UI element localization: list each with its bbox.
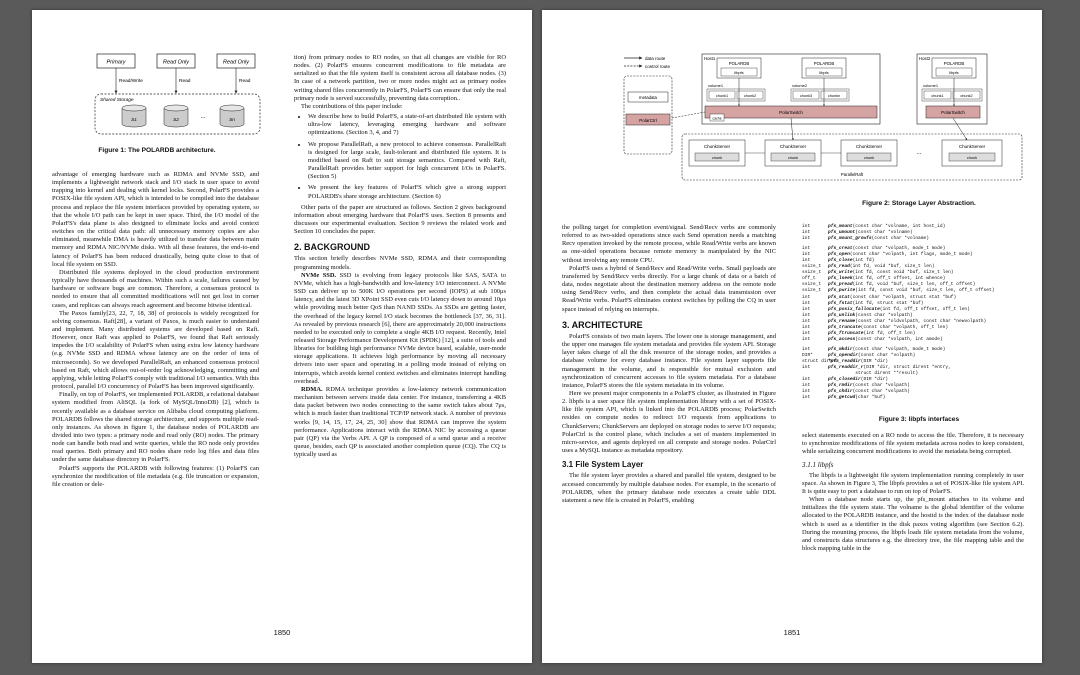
right-page-column-1 xyxy=(562,224,776,505)
code-return-type: int xyxy=(802,383,811,389)
code-function-name: pfs_read xyxy=(828,264,850,270)
volume-label: volume2 xyxy=(792,83,808,88)
code-return-type: int xyxy=(802,377,811,383)
legend-control-route: control route xyxy=(645,64,671,69)
libpfs-label: libpfs xyxy=(734,70,744,75)
libpfs-label: libpfs xyxy=(949,70,959,75)
code-arguments: (int fd, void *buf, size_t len) xyxy=(849,264,935,270)
code-function-name: pfs_umount xyxy=(828,230,856,236)
page-number: 1851 xyxy=(783,628,801,637)
code-arguments: (int fd, const void *buf, size_t len, off_t offset) xyxy=(855,288,995,294)
disk-label: S1 xyxy=(131,118,137,123)
disk-sn xyxy=(220,105,244,127)
code-return-type: int xyxy=(802,236,811,242)
chunkserver-1 xyxy=(689,140,745,166)
code-return-type: int xyxy=(802,258,811,264)
paragraph: The contributions of this paper include: xyxy=(301,102,403,110)
contributions-list xyxy=(294,113,506,201)
code-arguments: (int fd, off_t offset, int whence) xyxy=(852,276,946,282)
legend-data-route: data route xyxy=(645,56,666,61)
paragraph: Other parts of the paper are structured as follows. Section 2 gives background information about emerging hardware that PolarFS uses. Section 8 presents and discusses our experimental evaluation. Section 9 reviews the related work and Section 10 concludes the paper. xyxy=(294,203,506,236)
subsection-heading: 3.1 File System Layer xyxy=(562,460,644,470)
subsubsection-heading: 3.1.1 libpfs xyxy=(802,461,834,470)
figure-2-diagram xyxy=(622,52,1032,192)
code-arguments: (const char *volname, int host_id) xyxy=(852,224,946,229)
left-page-column-1 xyxy=(52,171,259,489)
code-return-type: ssize_t xyxy=(802,264,822,270)
code-function-name: pfs_getcwd xyxy=(828,395,856,401)
code-arguments: (int fd, const void *buf, size_t len) xyxy=(852,270,954,276)
disk-label: S2 xyxy=(173,118,179,123)
code-function-name: pfs_open xyxy=(828,252,850,258)
metadata-label: metadata xyxy=(639,95,657,100)
chunkserver-3 xyxy=(841,140,897,166)
right-page xyxy=(542,10,1042,663)
code-arguments: (const char *volpath, struct stat *buf) xyxy=(849,294,957,300)
chunkserver-ellipsis: ... xyxy=(916,150,922,156)
code-function-name: pfs_pread xyxy=(828,282,853,288)
code-arguments: (const char *volpath) xyxy=(855,312,913,318)
code-arguments: (const char *volpath, mode_t mode) xyxy=(852,246,946,252)
code-return-type: int xyxy=(802,312,811,318)
code-function-name: pfs_chdir xyxy=(828,389,853,395)
code-arguments: (const char *volpath, mode_t mode) xyxy=(852,346,946,352)
code-function-name: pfs_creat xyxy=(828,246,853,252)
code-arguments: (DIR *dir, struct dirent *entry, xyxy=(863,365,951,371)
volume-label: volume1 xyxy=(923,83,939,88)
paragraph: The file system layer provides a shared and parallel file system, designed to be accessed concurrently by multiple database nodes. For example, in the scenario of POLARDB, when the primary database node executes a create table DDL statement a new file is created in PolarFS, enabling xyxy=(562,472,776,504)
page-number: 1850 xyxy=(273,628,291,637)
edge-label: Read xyxy=(179,79,191,84)
paragraph-lead: NVMe SSD. xyxy=(301,271,337,279)
disk-ellipsis: ... xyxy=(200,114,206,120)
code-function-name: pfs_close xyxy=(828,258,853,264)
code-arguments: (int fd, void *buf, size_t len, off_t offset) xyxy=(852,282,976,288)
host2-label: Host2 xyxy=(919,56,931,61)
chunk-label: chunk2 xyxy=(743,94,757,98)
paragraph: This section briefly describes NVMe SSD, RDMA and their corresponding programming models. xyxy=(294,255,506,271)
figure-1-diagram xyxy=(92,50,292,150)
code-arguments: (DIR *dir) xyxy=(860,377,889,383)
figure-3-caption: Figure 3: libpfs interfaces xyxy=(878,416,960,423)
code-arguments: (const char *volpath, int amode) xyxy=(855,336,943,342)
chunkserver-label: ChunkServer xyxy=(855,144,883,149)
code-return-type: int xyxy=(802,246,811,252)
code-return-type: int xyxy=(802,306,811,312)
edge-label: Read/Write xyxy=(119,79,143,84)
paragraph: SSD is evolving from legacy protocols like SAS, SATA to NVMe, which has a high-bandwidth and low-latency I/O interconnect. A NVMe SSD can deliver up to 500K I/O operations per second (IOPS) at sub 100μs latency, and the latest 3D XPoint SSD even cuts I/O latency down to around 10μs while providing much better QoS than NAND SSDs. As SSDs are getting faster, the overhead of the legacy kernel I/O stack becomes the bottleneck [37, 36, 31]. As revealed by previous research [6], there are approximately 20,000 instructions needed to be executed only to complete a single 4KB I/O request. Recently, Intel released Storage Performance Development Kit (SPDK) [12], a suite of tools and libraries for building high performance NVMe device based, scalable, user-mode storage applications. It achieves high performance by moving all necessary drivers into user space and operating in a polling mode instead of relying on interrupts, which avoids kernel context switches and eliminates interrupt handling overhead. xyxy=(294,271,506,385)
code-function-name: pfs_opendir xyxy=(828,352,859,358)
paragraph: tion) from primary nodes to RO nodes, so that all changes are visible for RO nodes. (2) PolarFS ensures concurrent modifications to file metadata are serialized so that the file system itself is consistent across all database nodes. (3) In case of a network partition, two or more nodes might act as primary nodes writing shared files concurrently in PolarFS, PolarFS can ensure that only the real primary node is served successfully, preventing data corruption.. xyxy=(294,54,506,102)
code-return-type: struct dirent xyxy=(802,358,838,364)
chunk-label: chunk1 xyxy=(931,94,944,98)
code-return-type: int xyxy=(802,330,811,336)
code-function-name: pfs_write xyxy=(828,270,853,276)
chunk-label: chunk xyxy=(787,156,799,160)
list-item: • We present the key features of PolarFS which give a strong support POLARDB's share storage architecture. (Section 6) xyxy=(308,184,506,200)
polarctrl-label: PolarCtrl xyxy=(639,118,657,123)
code-return-type: int xyxy=(802,395,811,401)
code-arguments: (int fd, struct stat *buf) xyxy=(852,300,924,306)
list-item: • We describe how to build PolarFS, a state-of-art distributed file system with ultra-low latency, leveraging emerging hardware and software optimizations. (Section 3, 4, and 7) xyxy=(308,113,506,137)
code-arguments: (char *buf) xyxy=(855,395,886,401)
code-return-type: int xyxy=(802,230,811,236)
figure-1 xyxy=(92,50,292,160)
paragraph: PolarFS supports the POLARDB with following features: (1) PolarFS can synchronize the modification of file metadata (e.g. file truncation or expansion, file creation or dele- xyxy=(52,464,259,488)
code-function-name: pfs_ftruncate xyxy=(828,330,864,336)
code-return-type: ssize_t xyxy=(802,270,822,276)
code-return-type: ssize_t xyxy=(802,282,822,288)
chunkserver-label: ChunkServer xyxy=(703,144,731,149)
code-function-name: pfs_mount_growfs xyxy=(828,236,872,242)
chunk-label: chunkn xyxy=(827,94,841,98)
edge-label: Read xyxy=(239,79,251,84)
code-function-name: pfs_mkdir xyxy=(828,346,853,352)
paragraph: Here we present major components in a PolarFS cluster, as illustrated in Figure 2. libpfs is a user space file system implementation library with a set of POSIX-like file system API, which is linked into the POLARDB process; PolarSwitch resides on compute nodes to redirect I/O requests from applications to ChunkServers; ChunkServers are deployed on storage nodes to serve I/O requests; PolarCtrl is the control plane, which includes a set of masters implemented in micro-service, and agents deployed on all compute and storage nodes. PolarCtrl uses a MySQL instance as metadata repository. xyxy=(562,389,776,455)
code-return-type: int xyxy=(802,389,811,395)
figure-2-caption: Figure 2: Storage Layer Abstraction. xyxy=(862,200,976,207)
chunkserver-n xyxy=(942,140,1002,166)
left-page-column-2 xyxy=(294,54,506,459)
polardb-label: POLARDB xyxy=(728,61,750,66)
code-function-name: pfs_mount xyxy=(828,224,853,229)
code-return-type: off_t xyxy=(802,276,816,282)
paragraph: The Paxos family[23, 22, 7, 18, 38] of protocols is widely recognized for solving consensus. Raft[28], a variant of Paxos, is much easier to understand and implement. Many distributed systems are developed based on Raft. However, once Raft was applied to PolarFS, we found that Raft seriously impedes the I/O scalability of PolarFS when using extra low latency hardware (e.g. NVMe SSD and RDMA whose latency are on the order of tens of microseconds). So we developed ParallelRaft, an enhanced consensus protocol based on Raft, which allows out-of-order log acknowledging, committing and applying, while letting PolarFS comply with traditional I/O semantics. With this protocol, parallel I/O concurrency of PolarFS has been improved significantly. xyxy=(52,309,259,391)
figure-1-caption: Figure 1: The POLARDB architecture. xyxy=(98,147,216,154)
code-return-type: int xyxy=(802,324,811,330)
code-arguments: (int fd, off_t offset, off_t len) xyxy=(879,306,970,312)
shared-storage-label: Shared Storage xyxy=(100,98,134,103)
disk-s1 xyxy=(122,105,146,127)
polarswitch-label: PolarSwitch xyxy=(779,110,803,115)
chunk-label: chunk xyxy=(966,156,978,160)
chunkserver-label: ChunkServer xyxy=(958,144,986,149)
code-return-type: int xyxy=(802,294,811,300)
paragraph: the polling target for completion event/signal. Send/Recv verbs are commonly referred to as two-sided operations since each Send operation needs a matching Recv operation invoked by the remote process, while Read/Write verbs are known as one-sided operations because remote memory is manipulated by the NIC without involving any remote CPU. xyxy=(562,224,776,264)
paragraph: select statements executed on a RO node to access the file. Therefore, it is necessary to synchronize modifications of file system metadata across nodes to keep consistent, while serializing concurrent modifications to avoid the metadata being corrupted. xyxy=(802,432,1024,456)
code-function-name: pfs_stat xyxy=(828,294,850,300)
paragraph: RDMA technique provides a low-latency network communication mechanism between servers inside data center. For instance, transferring a 4KB data packet between two nodes connecting to the same switch takes about 7μs, which is much faster than traditional TCP/IP network stack. A number of previous works [9, 14, 15, 17, 24, 25, 30] show that RDMA can improve the system performance. Applications interact with the RDMA NIC by accessing a queue pair (QP) via the Verbs API. A QP is composed of a send queue and a receive queue, besides, each QP is associated another completion queue (CQ). The CQ is typically used as xyxy=(294,385,506,459)
node-label: Read Only xyxy=(223,59,249,66)
code-arguments: (int fd) xyxy=(852,258,875,264)
paragraph: PolarFS uses a hybrid of Send/Recv and Read/Write verbs. Small payloads are transferred by Send/Recv verbs directly. For a large chunk of data or a batch of data, nodes negotiate about the destination memory address on the remote node using Send/Recv verbs, and then complete the actual data transmission over Read/Write verbs. PolarFS eliminates context switches by polling the CQ in user space instead of relying on interrupts. xyxy=(562,264,776,313)
parallelraft-label: ParallelRaft xyxy=(840,172,864,177)
code-arguments: (int fd, off_t len) xyxy=(863,330,916,336)
code-return-type: DIR* xyxy=(802,352,813,358)
code-return-type: int xyxy=(802,365,811,371)
paragraph: Finally, on top of PolarFS, we implemented POLARDB, a relational database system modified from AliSQL (a fork of MySQL/InnoDB) [2], which is recently available as a database service on Alibaba cloud computing platform. POLARDB follows the shared storage architecture, and supports multiple read-only instances. As shown in figure 1, the database nodes of POLARDB are divided into two types: a primary node and read only (RO) nodes. The primary node can handle both read and write queries, while the RO node only provides read queries. Both primary and RO nodes share redo log files and data files under the same database directory in PolarFS. xyxy=(52,391,260,464)
paragraph: When a database node starts up, the pfs_mount attaches to its volume and initializes the file system state. The volname is the global identifier of the volume allocated to the POLARDB instance, and the hostid is the index of the database node which is used as a identifier in the disk paxos voting algorithm (see Section 6.2). During the mounting process, the libpfs loads file system metadata from the volume, and constructs data structures e.g. the directory tree, the file mapping table and the block mapping table in the xyxy=(802,496,1024,553)
chunk-label: chunk xyxy=(863,156,875,160)
code-function-name: pfs_truncate xyxy=(828,324,861,330)
cache-label: cache xyxy=(712,116,722,121)
code-arguments: (DIR *dir) xyxy=(860,358,889,364)
paragraph: advantage of emerging hardware such as RDMA and NVMe SSD, and implements a lightweight network stack and I/O stack in user space to avoid trapping into kernel and dealing with kernel locks. Second, PolarFS provides a POSIX-like file system API, which is intended to be compiled into the database process and replace the file system interfaces provided by operating system, so that the whole I/O path can be kept in user space. Third, the I/O model of the PolarFS's data plane is also designed to eliminate locks and avoid context switches on the critical data path: all unnecessary memory copies are also eliminated, meanwhile DMA is heavily utilized to transfer data between main memory and RDMA NIC/NVMe disks. With all these features, the end-to-end latency of PolarFS has been reduced drastically, being quite close to that of local file system on SSD. xyxy=(52,171,259,268)
code-function-name: pfs_pwrite xyxy=(828,288,856,294)
chunk-label: chunk2 xyxy=(960,94,973,98)
code-arguments: (const char *volname) xyxy=(871,236,929,242)
chunk-label: chunk xyxy=(711,156,723,160)
polardb-label: POLARDB xyxy=(943,61,965,66)
code-arguments: (const char *volpath) xyxy=(852,383,910,389)
code-arguments: (const char *volpath) xyxy=(858,352,916,358)
disk-label: Sn xyxy=(229,118,235,123)
code-arguments: (const char *volpath, int flags, mode_t mode) xyxy=(849,252,973,258)
code-return-type: int xyxy=(802,346,811,352)
code-function-name: pfs_rename xyxy=(828,318,856,324)
disk-s2 xyxy=(164,105,188,127)
paragraph: The libpfs is a lightweight file system implementation running completely in user space. As shown in Figure 3, The libpfs provides a set of POSIX-like file system API. It is quite easy to port a database to run on top of PolarFS. xyxy=(802,471,1024,495)
chunk-label: chunk1 xyxy=(715,94,729,98)
code-return-type: ssize_t xyxy=(802,288,822,294)
code-arguments: (const char *volpath, off_t len) xyxy=(860,324,949,330)
paragraph: Distributed file systems deployed in the cloud production environment typically have thousands of machines. Within such a scale, failures caused by hardware or software bugs are common. Therefore, a consensus protocol is needed to ensure that all committed modifications will not get lost in corner cases, and replicas can always reach agreement and become bitwise identical. xyxy=(52,268,259,309)
code-return-type: int xyxy=(802,300,811,306)
figure-2 xyxy=(622,52,1032,202)
polardb-label: POLARDB xyxy=(813,61,835,66)
code-arguments: struct dirent **result) xyxy=(828,371,919,377)
right-page-column-2 xyxy=(802,432,1024,553)
paragraph-lead: RDMA. xyxy=(301,385,323,393)
code-return-type: int xyxy=(802,224,811,229)
paragraph: PolarFS consists of two main layers. The lower one is storage management, and the upper one manages file system metadata and provides file system API. Storage layer takes charge of all the disk resource of the storage nodes, and provides a database volume for every database instance. File system layer supports file management in the volume, and is responsible for mutual exclusion and synchronization of concurrent accesses to file system metadata. For a database instance, PolarFS stores the file system metadata in its volume. xyxy=(562,332,776,389)
host1-label: Host1 xyxy=(704,56,716,61)
left-page xyxy=(32,10,532,663)
libpfs-label: libpfs xyxy=(819,70,829,75)
volume-label: volume1 xyxy=(708,83,724,88)
figure-3-code-listing xyxy=(802,224,1034,401)
code-function-name: pfs_unlink xyxy=(828,312,856,318)
section-heading: 3. ARCHITECTURE xyxy=(562,319,643,330)
code-arguments: (const char *oldvolpath, const char *newvolpath) xyxy=(855,318,987,324)
section-heading: 2. BACKGROUND xyxy=(294,242,371,253)
code-return-type: int xyxy=(802,336,811,342)
code-arguments: (const char *volpath) xyxy=(852,389,910,395)
code-function-name: pfs_posix_fallocate xyxy=(828,306,880,312)
chunkserver-2 xyxy=(765,140,821,166)
code-arguments: (const char *volname) xyxy=(855,230,913,236)
code-return-type: int xyxy=(802,252,811,258)
node-label: Primary xyxy=(106,59,126,66)
list-item: • We propose ParallelRaft, a new protocol to achieve consensus. ParallelRaft is designed for large scale, fault-tolerant and distributed file system. It is modified based on Raft to suit storage semantics. Compared with Raft, ParallelRaft provides better support for high concurrent I/Os in PolarFS. (Section 5) xyxy=(308,141,506,182)
code-function-name: pfs_lseek xyxy=(828,276,853,282)
code-line xyxy=(802,395,1034,401)
code-function-name: pfs_closedir xyxy=(828,377,861,383)
node-label: Read Only xyxy=(163,59,189,66)
code-function-name: pfs_access xyxy=(828,336,856,342)
polarswitch-label: PolarSwitch xyxy=(941,110,965,115)
code-function-name: pfs_readdir_r xyxy=(828,365,864,371)
chunkserver-label: ChunkServer xyxy=(779,144,807,149)
code-return-type: int xyxy=(802,318,811,324)
code-function-name: pfs_fstat xyxy=(828,300,853,306)
chunk-label: chunk3 xyxy=(799,94,813,98)
code-function-name: pfs_rmdir xyxy=(828,383,853,389)
code-function-name: *pfs_readdir xyxy=(828,358,861,364)
